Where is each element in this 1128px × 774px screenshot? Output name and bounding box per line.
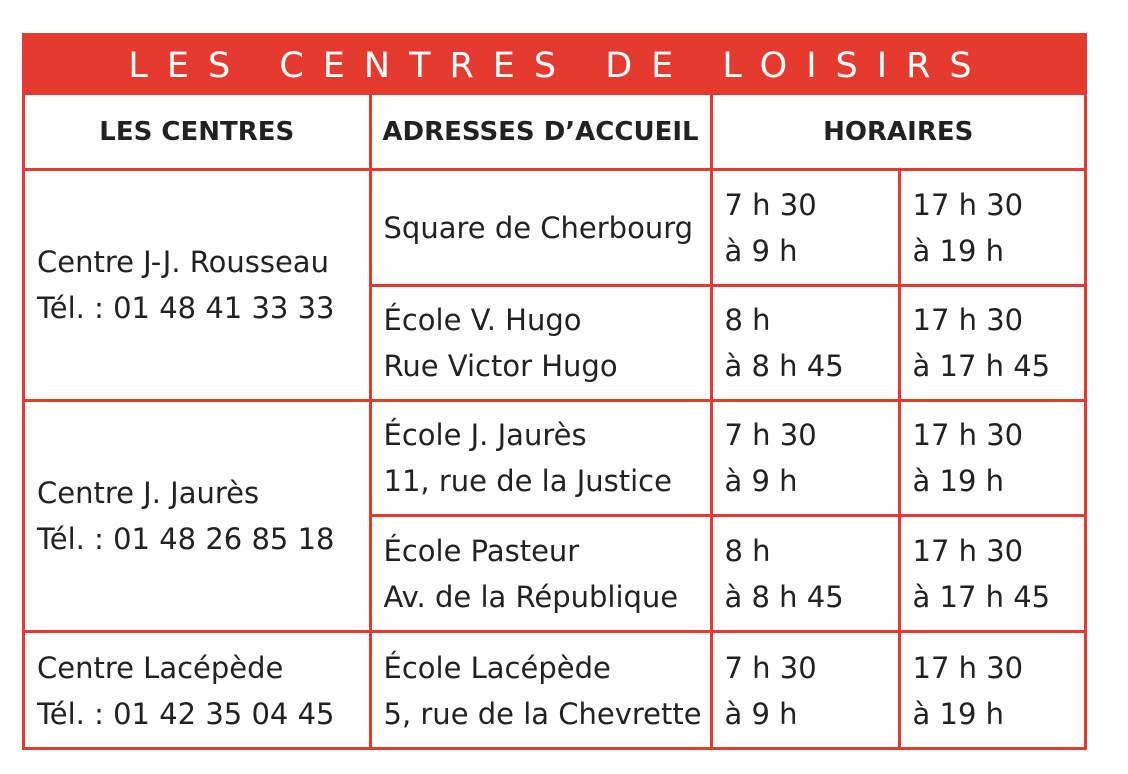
- address-cell: [370, 170, 711, 286]
- morning-hours-cell: [711, 170, 899, 286]
- morning-to: à 9 h: [724, 464, 798, 498]
- address-line-2: 11, rue de la Justice: [383, 464, 672, 498]
- morning-from: 7 h 30: [724, 418, 817, 452]
- address-cell: [370, 286, 711, 401]
- centre-cell: [25, 401, 370, 632]
- header-adresses: ADRESSES D’ACCUEIL: [370, 95, 711, 170]
- centre-name: Centre J. Jaurès: [37, 476, 260, 510]
- centre-phone: Tél. : 01 48 26 85 18: [37, 522, 335, 556]
- header-centres: LES CENTRES: [25, 95, 370, 170]
- morning-hours-cell: [711, 286, 899, 401]
- address-cell: [370, 632, 711, 749]
- address-line-1: Square de Cherbourg: [383, 210, 694, 245]
- morning-to: à 8 h 45: [724, 579, 844, 614]
- morning-from: 7 h 30: [724, 650, 817, 685]
- address-line-1: École Pasteur: [383, 533, 580, 568]
- address-line-2: 5, rue de la Chevrette: [383, 696, 702, 731]
- centre-cell: [25, 170, 370, 401]
- table-row: [25, 170, 1084, 286]
- evening-from: 17 h 30: [912, 187, 1024, 222]
- centre-name: Centre Lacépède: [37, 650, 284, 685]
- evening-from: 17 h 30: [912, 533, 1024, 568]
- morning-from: 7 h 30: [724, 187, 817, 222]
- centre-phone: Tél. : 01 42 35 04 45: [37, 696, 335, 731]
- evening-to: à 19 h: [912, 464, 1004, 498]
- evening-to: à 17 h 45: [912, 579, 1051, 614]
- address-line-1: École Lacépède: [383, 650, 611, 685]
- address-cell: [370, 401, 711, 516]
- morning-hours-cell: [711, 632, 899, 749]
- leisure-centres-table-frame: [22, 33, 1087, 750]
- address-line-2: Av. de la République: [383, 579, 679, 614]
- evening-to: à 17 h 45: [912, 349, 1051, 383]
- leisure-centres-table: [25, 95, 1084, 749]
- evening-from: 17 h 30: [912, 418, 1024, 452]
- centre-phone: Tél. : 01 48 41 33 33: [37, 291, 335, 325]
- table-title: LES CENTRES DE LOISIRS: [25, 36, 1084, 95]
- centre-name: Centre J-J. Rousseau: [37, 245, 329, 279]
- header-horaires: HORAIRES: [711, 95, 1084, 170]
- evening-from: 17 h 30: [912, 650, 1024, 685]
- address-cell: [370, 516, 711, 632]
- morning-to: à 9 h: [724, 696, 798, 731]
- evening-to: à 19 h: [912, 233, 1004, 268]
- morning-from: 8 h: [724, 533, 771, 568]
- header-row: [25, 95, 1084, 170]
- morning-hours-cell: [711, 516, 899, 632]
- morning-to: à 8 h 45: [724, 349, 844, 383]
- evening-hours-cell: [899, 286, 1084, 401]
- morning-to: à 9 h: [724, 233, 798, 268]
- evening-hours-cell: [899, 632, 1084, 749]
- evening-hours-cell: [899, 516, 1084, 632]
- address-line-1: École V. Hugo: [383, 303, 582, 337]
- evening-hours-cell: [899, 401, 1084, 516]
- table-row: [25, 632, 1084, 749]
- address-line-2: Rue Victor Hugo: [383, 349, 618, 383]
- evening-to: à 19 h: [912, 696, 1004, 731]
- morning-from: 8 h: [724, 303, 771, 337]
- evening-from: 17 h 30: [912, 303, 1024, 337]
- table-row: [25, 401, 1084, 516]
- centre-cell: [25, 632, 370, 749]
- address-line-1: École J. Jaurès: [383, 418, 587, 452]
- morning-hours-cell: [711, 401, 899, 516]
- evening-hours-cell: [899, 170, 1084, 286]
